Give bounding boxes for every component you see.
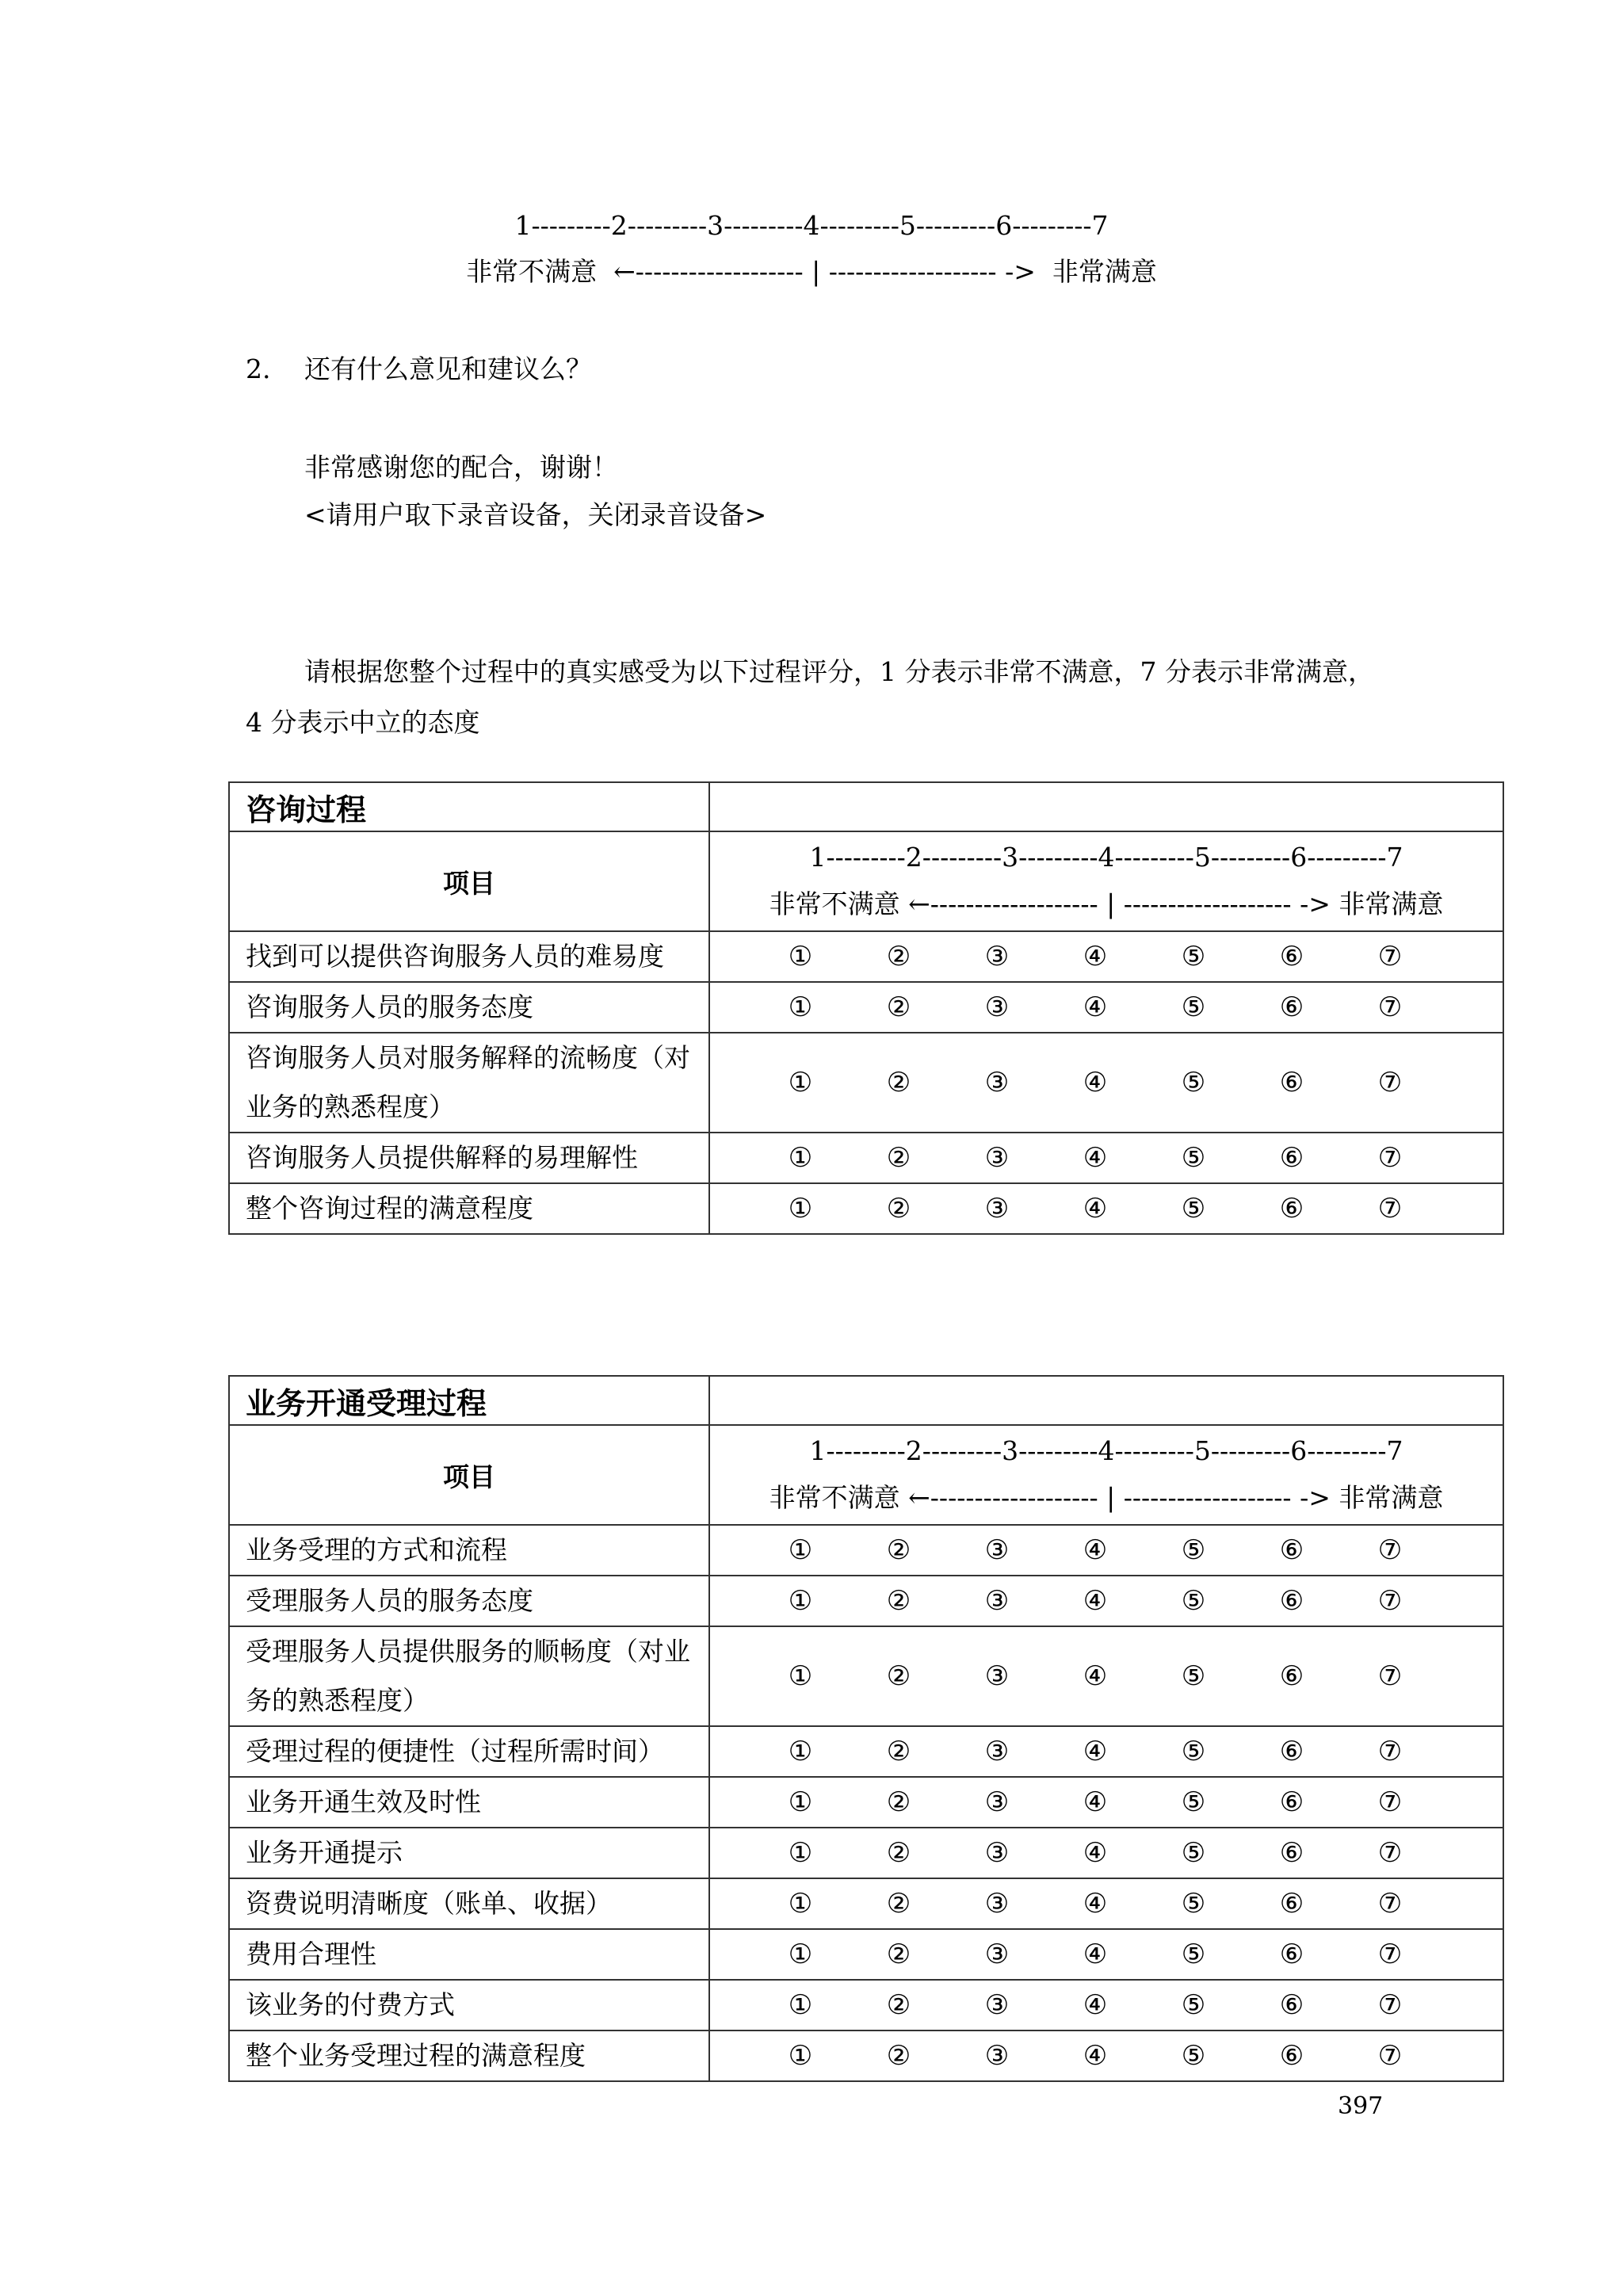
header-scale bbox=[709, 1425, 1503, 1525]
rating-option-1[interactable]: ① bbox=[788, 1837, 813, 1869]
row-item-label: 业务开通生效及时性 bbox=[229, 1777, 709, 1828]
row-item-label: 咨询服务人员的服务态度 bbox=[229, 982, 709, 1033]
rating-option-7[interactable]: ⑦ bbox=[1377, 1989, 1403, 2021]
rating-option-1[interactable]: ① bbox=[788, 1585, 813, 1617]
rating-option-2[interactable]: ② bbox=[886, 1989, 911, 2021]
thanks-text: 非常感谢您的配合，谢谢！ bbox=[304, 452, 618, 483]
rating-option-4[interactable]: ④ bbox=[1083, 1989, 1108, 2021]
rating-option-4[interactable]: ④ bbox=[1083, 1534, 1108, 1566]
rating-option-1[interactable]: ① bbox=[788, 1786, 813, 1818]
rating-option-2[interactable]: ② bbox=[886, 1660, 911, 1692]
rating-option-5[interactable]: ⑤ bbox=[1181, 1888, 1206, 1920]
rating-options bbox=[709, 2030, 1503, 2081]
rating-option-2[interactable]: ② bbox=[886, 941, 911, 972]
table-row bbox=[229, 1828, 1503, 1878]
rating-options bbox=[709, 931, 1503, 982]
rating-option-2[interactable]: ② bbox=[886, 1534, 911, 1566]
rating-option-2[interactable]: ② bbox=[886, 2040, 911, 2072]
rating-option-6[interactable]: ⑥ bbox=[1279, 2040, 1304, 2072]
rating-option-7[interactable]: ⑦ bbox=[1377, 1142, 1403, 1174]
rating-option-1[interactable]: ① bbox=[788, 1888, 813, 1920]
rating-options bbox=[709, 1929, 1503, 1980]
rating-option-4[interactable]: ④ bbox=[1083, 991, 1108, 1023]
rating-options bbox=[709, 1828, 1503, 1878]
rating-option-7[interactable]: ⑦ bbox=[1377, 1736, 1403, 1767]
consult-process-table bbox=[228, 781, 1504, 1235]
scale-labels: 非常不满意 ←------------------- | ------------------- -> 非常满意 bbox=[466, 256, 1157, 287]
rating-option-7[interactable]: ⑦ bbox=[1377, 1193, 1403, 1224]
rating-option-7[interactable]: ⑦ bbox=[1377, 1067, 1403, 1098]
rating-option-7[interactable]: ⑦ bbox=[1377, 1786, 1403, 1818]
table-row bbox=[229, 1033, 1503, 1133]
rating-option-4[interactable]: ④ bbox=[1083, 1142, 1108, 1174]
rating-option-5[interactable]: ⑤ bbox=[1181, 1736, 1206, 1767]
table-row bbox=[229, 1576, 1503, 1626]
rating-option-2[interactable]: ② bbox=[886, 1837, 911, 1869]
rating-option-1[interactable]: ① bbox=[788, 1939, 813, 1970]
rating-option-1[interactable]: ① bbox=[788, 1534, 813, 1566]
row-item-label: 费用合理性 bbox=[229, 1929, 709, 1980]
rating-option-1[interactable]: ① bbox=[788, 991, 813, 1023]
rating-option-6[interactable]: ⑥ bbox=[1279, 1660, 1304, 1692]
scale-labels: 非常不满意 ←------------------- | ------------------- -> 非常满意 bbox=[769, 1482, 1444, 1513]
rating-option-3[interactable]: ③ bbox=[984, 1660, 1010, 1692]
rating-option-3[interactable]: ③ bbox=[984, 1888, 1010, 1920]
rating-option-6[interactable]: ⑥ bbox=[1279, 1939, 1304, 1970]
rating-option-4[interactable]: ④ bbox=[1083, 1786, 1108, 1818]
rating-option-6[interactable]: ⑥ bbox=[1279, 991, 1304, 1023]
rating-option-7[interactable]: ⑦ bbox=[1377, 2040, 1403, 2072]
table-row bbox=[229, 1726, 1503, 1777]
rating-option-6[interactable]: ⑥ bbox=[1279, 1534, 1304, 1566]
row-item-label: 该业务的付费方式 bbox=[229, 1980, 709, 2030]
table-row bbox=[229, 1878, 1503, 1929]
row-item-label: 咨询服务人员提供解释的易理解性 bbox=[229, 1133, 709, 1183]
rating-options bbox=[709, 1777, 1503, 1828]
row-item-label: 受理服务人员提供服务的顺畅度（对业务的熟悉程度） bbox=[229, 1626, 709, 1726]
rating-option-7[interactable]: ⑦ bbox=[1377, 1837, 1403, 1869]
rating-option-4[interactable]: ④ bbox=[1083, 1585, 1108, 1617]
row-item-label: 找到可以提供咨询服务人员的难易度 bbox=[229, 931, 709, 982]
rating-option-6[interactable]: ⑥ bbox=[1279, 1989, 1304, 2021]
rating-option-4[interactable]: ④ bbox=[1083, 1939, 1108, 1970]
table-row bbox=[229, 1777, 1503, 1828]
row-item-label: 整个咨询过程的满意程度 bbox=[229, 1183, 709, 1234]
rating-options bbox=[709, 1183, 1503, 1234]
question-number: 2. bbox=[246, 353, 271, 384]
rating-options bbox=[709, 1525, 1503, 1576]
rating-option-5[interactable]: ⑤ bbox=[1181, 1939, 1206, 1970]
rating-option-5[interactable]: ⑤ bbox=[1181, 1585, 1206, 1617]
rating-option-1[interactable]: ① bbox=[788, 1660, 813, 1692]
rating-option-2[interactable]: ② bbox=[886, 1193, 911, 1224]
rating-option-5[interactable]: ⑤ bbox=[1181, 1786, 1206, 1818]
rating-options bbox=[709, 1033, 1503, 1133]
table-row bbox=[229, 1980, 1503, 2030]
rating-options bbox=[709, 1878, 1503, 1929]
rating-option-6[interactable]: ⑥ bbox=[1279, 1067, 1304, 1098]
rating-option-3[interactable]: ③ bbox=[984, 941, 1010, 972]
rating-option-4[interactable]: ④ bbox=[1083, 1888, 1108, 1920]
table-row bbox=[229, 1929, 1503, 1980]
rating-option-3[interactable]: ③ bbox=[984, 1939, 1010, 1970]
rating-options bbox=[709, 982, 1503, 1033]
rating-option-5[interactable]: ⑤ bbox=[1181, 941, 1206, 972]
rating-intro: 请根据您整个过程中的真实感受为以下过程评分，1 分表示非常不满意，7 分表示非常满意，4 分表示中立的态度 bbox=[246, 656, 1374, 738]
rating-option-3[interactable]: ③ bbox=[984, 1142, 1010, 1174]
rating-option-5[interactable]: ⑤ bbox=[1181, 991, 1206, 1023]
rating-option-6[interactable]: ⑥ bbox=[1279, 1888, 1304, 1920]
empty-cell bbox=[709, 1376, 1503, 1425]
rating-option-5[interactable]: ⑤ bbox=[1181, 1989, 1206, 2021]
rating-option-6[interactable]: ⑥ bbox=[1279, 1193, 1304, 1224]
header-scale bbox=[709, 831, 1503, 931]
rating-option-1[interactable]: ① bbox=[788, 1736, 813, 1767]
table-row bbox=[229, 2030, 1503, 2081]
rating-option-7[interactable]: ⑦ bbox=[1377, 1585, 1403, 1617]
row-item-label: 受理服务人员的服务态度 bbox=[229, 1576, 709, 1626]
rating-option-3[interactable]: ③ bbox=[984, 991, 1010, 1023]
rating-option-2[interactable]: ② bbox=[886, 1067, 911, 1098]
table-row bbox=[229, 1183, 1503, 1234]
rating-option-7[interactable]: ⑦ bbox=[1377, 1534, 1403, 1566]
rating-option-5[interactable]: ⑤ bbox=[1181, 1837, 1206, 1869]
rating-option-2[interactable]: ② bbox=[886, 991, 911, 1023]
row-item-label: 业务受理的方式和流程 bbox=[229, 1525, 709, 1576]
rating-option-5[interactable]: ⑤ bbox=[1181, 1067, 1206, 1098]
table-title: 咨询过程 bbox=[229, 782, 709, 831]
rating-option-1[interactable]: ① bbox=[788, 2040, 813, 2072]
scale-numbers: 1---------2---------3---------4---------5---------6---------7 bbox=[809, 1435, 1403, 1466]
question-text: 还有什么意见和建议么？ bbox=[304, 353, 592, 384]
rating-option-2[interactable]: ② bbox=[886, 1786, 911, 1818]
rating-option-2[interactable]: ② bbox=[886, 1142, 911, 1174]
rating-option-2[interactable]: ② bbox=[886, 1585, 911, 1617]
rating-option-4[interactable]: ④ bbox=[1083, 1837, 1108, 1869]
rating-option-6[interactable]: ⑥ bbox=[1279, 1736, 1304, 1767]
rating-option-7[interactable]: ⑦ bbox=[1377, 1888, 1403, 1920]
rating-options bbox=[709, 1726, 1503, 1777]
rating-option-3[interactable]: ③ bbox=[984, 1534, 1010, 1566]
rating-option-5[interactable]: ⑤ bbox=[1181, 2040, 1206, 2072]
header-item: 项目 bbox=[229, 1425, 709, 1525]
scale-labels: 非常不满意 ←------------------- | ------------------- -> 非常满意 bbox=[769, 888, 1444, 919]
rating-option-7[interactable]: ⑦ bbox=[1377, 1660, 1403, 1692]
table-row bbox=[229, 1525, 1503, 1576]
scale-numbers: 1---------2---------3---------4---------5---------6---------7 bbox=[514, 210, 1109, 241]
rating-option-1[interactable]: ① bbox=[788, 941, 813, 972]
rating-option-1[interactable]: ① bbox=[788, 1193, 813, 1224]
rating-option-6[interactable]: ⑥ bbox=[1279, 1786, 1304, 1818]
rating-option-5[interactable]: ⑤ bbox=[1181, 1660, 1206, 1692]
rating-option-3[interactable]: ③ bbox=[984, 1736, 1010, 1767]
rating-option-4[interactable]: ④ bbox=[1083, 941, 1108, 972]
rating-option-6[interactable]: ⑥ bbox=[1279, 1837, 1304, 1869]
rating-option-3[interactable]: ③ bbox=[984, 1837, 1010, 1869]
rating-option-4[interactable]: ④ bbox=[1083, 1067, 1108, 1098]
rating-option-2[interactable]: ② bbox=[886, 1888, 911, 1920]
rating-option-6[interactable]: ⑥ bbox=[1279, 1142, 1304, 1174]
rating-option-3[interactable]: ③ bbox=[984, 1585, 1010, 1617]
rating-options bbox=[709, 1626, 1503, 1726]
row-item-label: 业务开通提示 bbox=[229, 1828, 709, 1878]
table-row bbox=[229, 931, 1503, 982]
rating-options bbox=[709, 1576, 1503, 1626]
rating-option-5[interactable]: ⑤ bbox=[1181, 1534, 1206, 1566]
empty-cell bbox=[709, 782, 1503, 831]
page-number: 397 bbox=[1338, 2092, 1384, 2120]
rating-option-4[interactable]: ④ bbox=[1083, 1736, 1108, 1767]
rating-option-7[interactable]: ⑦ bbox=[1377, 1939, 1403, 1970]
row-item-label: 整个业务受理过程的满意程度 bbox=[229, 2030, 709, 2081]
rating-option-1[interactable]: ① bbox=[788, 1142, 813, 1174]
row-item-label: 资费说明清晰度（账单、收据） bbox=[229, 1878, 709, 1929]
scale-numbers: 1---------2---------3---------4---------5---------6---------7 bbox=[809, 842, 1403, 873]
rating-options bbox=[709, 1980, 1503, 2030]
rating-option-4[interactable]: ④ bbox=[1083, 1193, 1108, 1224]
rating-option-4[interactable]: ④ bbox=[1083, 2040, 1108, 2072]
table-title: 业务开通受理过程 bbox=[229, 1376, 709, 1425]
row-item-label: 受理过程的便捷性（过程所需时间） bbox=[229, 1726, 709, 1777]
rating-option-6[interactable]: ⑥ bbox=[1279, 941, 1304, 972]
rating-option-3[interactable]: ③ bbox=[984, 2040, 1010, 2072]
row-item-label: 咨询服务人员对服务解释的流畅度（对业务的熟悉程度） bbox=[229, 1033, 709, 1133]
rating-option-2[interactable]: ② bbox=[886, 1939, 911, 1970]
rating-option-1[interactable]: ① bbox=[788, 1989, 813, 2021]
rating-option-7[interactable]: ⑦ bbox=[1377, 941, 1403, 972]
rating-option-1[interactable]: ① bbox=[788, 1067, 813, 1098]
rating-option-3[interactable]: ③ bbox=[984, 1193, 1010, 1224]
service-activation-table bbox=[228, 1375, 1504, 2082]
rating-option-3[interactable]: ③ bbox=[984, 1786, 1010, 1818]
table-row bbox=[229, 982, 1503, 1033]
instruction-text: <请用户取下录音设备，关闭录音设备> bbox=[304, 499, 767, 530]
rating-option-5[interactable]: ⑤ bbox=[1181, 1193, 1206, 1224]
table-row bbox=[229, 1626, 1503, 1726]
rating-option-2[interactable]: ② bbox=[886, 1736, 911, 1767]
header-item: 项目 bbox=[229, 831, 709, 931]
rating-option-4[interactable]: ④ bbox=[1083, 1660, 1108, 1692]
rating-option-3[interactable]: ③ bbox=[984, 1067, 1010, 1098]
rating-options bbox=[709, 1133, 1503, 1183]
table-row bbox=[229, 1133, 1503, 1183]
rating-option-6[interactable]: ⑥ bbox=[1279, 1585, 1304, 1617]
rating-option-3[interactable]: ③ bbox=[984, 1989, 1010, 2021]
rating-option-5[interactable]: ⑤ bbox=[1181, 1142, 1206, 1174]
rating-option-7[interactable]: ⑦ bbox=[1377, 991, 1403, 1023]
